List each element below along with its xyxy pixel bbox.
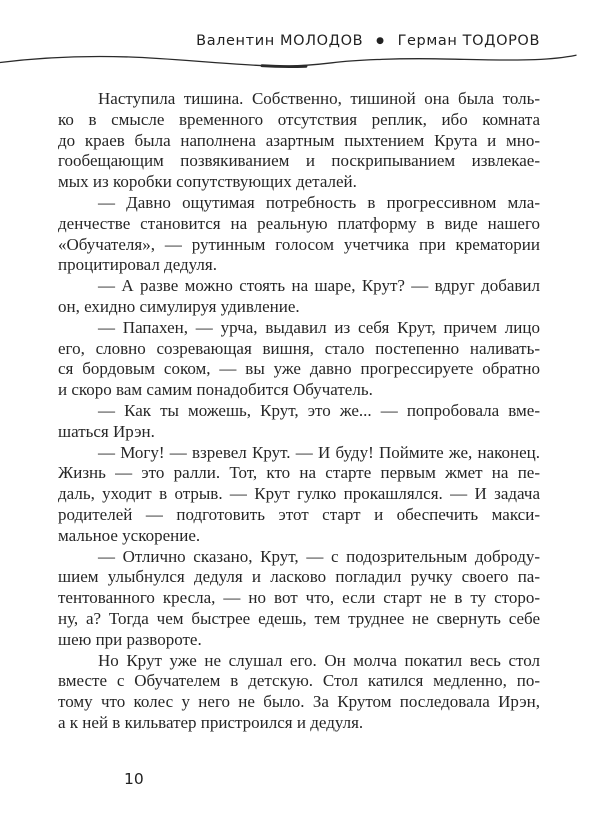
text-line: мых из коробки сопутствующих деталей.	[58, 172, 357, 192]
decorative-wavy-rule-icon	[0, 50, 600, 70]
text-line: ну, а? Тогда чем быстрее едешь, тем труднее не свернуть себе	[58, 608, 540, 628]
text-line: — Давно ощутимая потребность в прогрессивном мла-	[98, 192, 540, 212]
text-line: он, ехидно симулируя удивление.	[58, 296, 300, 316]
text-line: тентованного кресла, — но вот что, если старт не в ту сторо-	[58, 588, 540, 608]
author-left: Валентин МОЛОДОВ	[196, 33, 364, 49]
page-text	[58, 89, 540, 734]
text-line: — Папахен, — урча, выдавил из себя Крут, причем лицо	[98, 317, 540, 337]
text-line: ко в смысле временного отсутствия реплик, ибо комната	[58, 109, 540, 129]
paragraph	[58, 318, 540, 401]
text-line: Жизнь — это ралли. Тот, кто на старте первым жмет на пе-	[58, 463, 540, 483]
paragraph	[58, 443, 540, 547]
page-number: 10	[124, 770, 144, 788]
text-line: вместе с Обучателем в детскую. Стол катился медленно, по-	[58, 671, 540, 691]
text-line: и скоро вам самим понадобится Обучатель.	[58, 380, 373, 400]
text-line: шаться Ирэн.	[58, 421, 155, 441]
paragraph	[58, 89, 540, 193]
running-header	[0, 33, 540, 49]
text-line: ся бордовым соком, — вы уже давно прогрессируете обратно	[58, 359, 540, 379]
text-line: тому что колес у него не было. За Крутом последовала Ирэн,	[58, 692, 540, 712]
paragraph	[58, 651, 540, 734]
text-line: его, словно созревающая вишня, стало постепенно наливать-	[58, 338, 540, 358]
text-line: денчестве становится на реальную платформу в виде нашего	[58, 213, 540, 233]
text-line: Наступила тишина. Собственно, тишиной она была толь-	[98, 89, 540, 108]
text-line: даль, уходит в отрыв. — Крут гулко прокашлялся. — И задача	[58, 484, 540, 504]
text-line: — Могу! — взревел Крут. — И буду! Поймите же, наконец.	[98, 442, 540, 462]
text-line: родителей — подготовить этот старт и обеспечить макси-	[58, 504, 540, 524]
paragraph	[58, 276, 540, 318]
text-line: шею при развороте.	[58, 629, 202, 649]
text-line: мальное ускорение.	[58, 525, 201, 545]
paragraph	[58, 193, 540, 276]
text-line: Но Крут уже не слушал его. Он молча покатил весь стол	[98, 650, 540, 670]
dot-separator-icon: ●	[376, 36, 385, 46]
text-line: — А разве можно стоять на шаре, Крут? — вдруг добавил	[98, 276, 540, 296]
text-line: шием улыбнулся дедуля и ласково погладил ручку своего па-	[58, 567, 540, 587]
text-line: — Отлично сказано, Крут, — с подозрительным доброду-	[98, 546, 540, 566]
text-line: процитировал дедуля.	[58, 255, 217, 275]
text-line: — Как ты можешь, Крут, это же... — попробовала вме-	[98, 400, 540, 420]
paragraph	[58, 401, 540, 443]
author-right: Герман ТОДОРОВ	[397, 33, 540, 49]
text-line: до краев была наполнена азартным пыхтением Крута и мно-	[58, 130, 540, 150]
text-line: а к ней в кильватер пристроился и дедуля.	[58, 712, 364, 732]
text-line: «Обучателя», — рутинным голосом учетчика при крематории	[58, 234, 540, 254]
paragraph	[58, 547, 540, 651]
text-line: гообещающим позвякиванием и поскрипыванием извлекае-	[58, 151, 540, 171]
